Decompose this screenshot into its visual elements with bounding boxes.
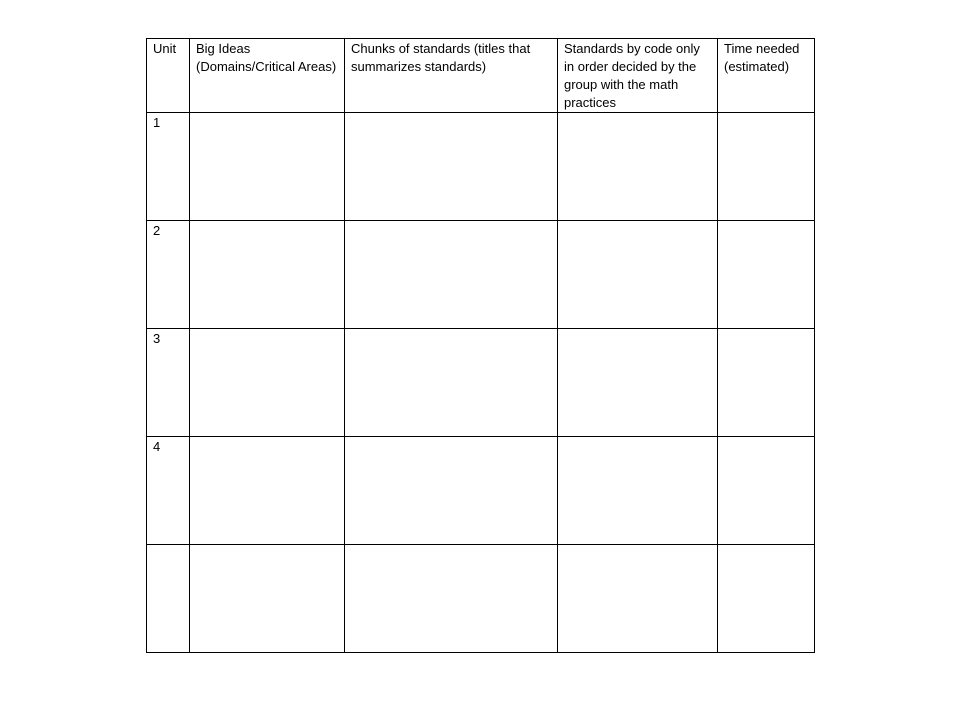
chunks-cell[interactable] — [345, 545, 558, 653]
table-header-row — [147, 39, 815, 113]
big-ideas-cell[interactable] — [190, 437, 345, 545]
unit-cell[interactable] — [147, 329, 190, 437]
unit-number: 1 — [153, 115, 161, 130]
time-needed-cell[interactable] — [718, 113, 815, 221]
time-needed-cell[interactable] — [718, 545, 815, 653]
unit-cell[interactable] — [147, 113, 190, 221]
chunks-cell[interactable] — [345, 113, 558, 221]
unit-number: 2 — [153, 223, 161, 238]
standards-by-code-cell[interactable] — [558, 437, 718, 545]
chunks-cell[interactable] — [345, 221, 558, 329]
header-standards-by-code-label: Standards by code only in order decided by the group with the math practices — [564, 41, 700, 110]
standards-by-code-cell[interactable] — [558, 329, 718, 437]
header-big-ideas — [190, 39, 345, 113]
table-row — [147, 437, 815, 545]
table-row — [147, 329, 815, 437]
header-time-needed-label: Time needed (estimated) — [724, 41, 800, 74]
header-time-needed — [718, 39, 815, 113]
table-row — [147, 113, 815, 221]
time-needed-cell[interactable] — [718, 437, 815, 545]
big-ideas-cell[interactable] — [190, 113, 345, 221]
big-ideas-cell[interactable] — [190, 545, 345, 653]
standards-by-code-cell[interactable] — [558, 221, 718, 329]
header-unit-label: Unit — [153, 41, 177, 56]
chunks-cell[interactable] — [345, 329, 558, 437]
unit-cell[interactable] — [147, 545, 190, 653]
standards-by-code-cell[interactable] — [558, 113, 718, 221]
unit-planning-table — [146, 38, 815, 653]
header-chunks-label: Chunks of standards (titles that summarizes standards) — [351, 41, 531, 74]
time-needed-cell[interactable] — [718, 221, 815, 329]
unit-number: 4 — [153, 439, 161, 454]
header-chunks-of-standards — [345, 39, 558, 113]
big-ideas-cell[interactable] — [190, 221, 345, 329]
unit-number: 3 — [153, 331, 161, 346]
unit-cell[interactable] — [147, 437, 190, 545]
header-standards-by-code — [558, 39, 718, 113]
table-row — [147, 221, 815, 329]
standards-by-code-cell[interactable] — [558, 545, 718, 653]
big-ideas-cell[interactable] — [190, 329, 345, 437]
chunks-cell[interactable] — [345, 437, 558, 545]
header-unit — [147, 39, 190, 113]
table-row — [147, 545, 815, 653]
unit-cell[interactable] — [147, 221, 190, 329]
time-needed-cell[interactable] — [718, 329, 815, 437]
header-big-ideas-label: Big Ideas (Domains/Critical Areas) — [196, 41, 337, 74]
